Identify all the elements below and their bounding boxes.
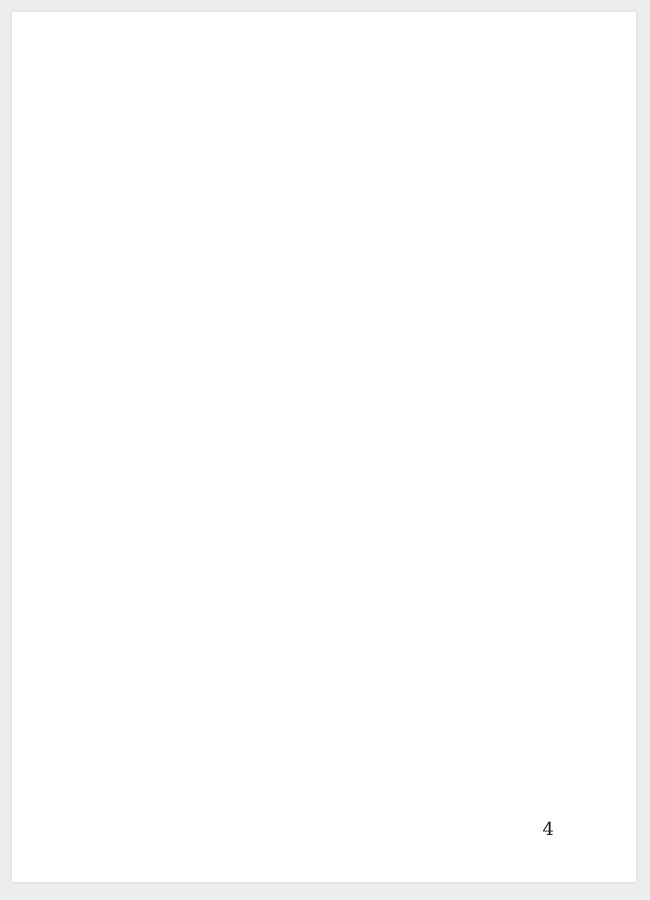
table-of-contents	[0, 92, 528, 812]
book-page	[12, 12, 636, 882]
page-number: 4	[542, 819, 554, 840]
toc-entry	[0, 92, 528, 119]
